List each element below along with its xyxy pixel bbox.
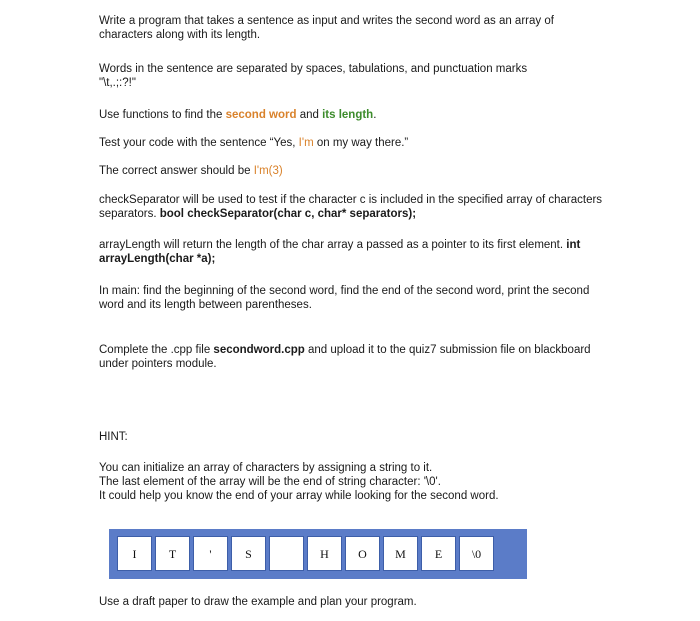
answer-pre: The correct answer should be [99,165,254,177]
submit-filename: secondword.cpp [213,344,305,356]
array-cell-empty [269,536,304,571]
paragraph-array-length [99,238,609,266]
paragraph-submit [99,343,609,371]
highlight-answer: I'm(3) [253,165,283,177]
array-cell: H [307,536,342,571]
paragraph-main: In main: find the beginning of the second word, find the end of the second word, print the second word and its length between parentheses. [99,285,590,311]
paragraph-functions [99,108,609,122]
submit-pre: Complete the .cpp file [99,344,214,356]
paragraph-test [99,136,609,150]
array-cell: T [155,536,190,571]
hint-body [99,461,609,503]
highlight-its-length: its length [322,109,374,121]
functions-pre: Use functions to find the [99,109,226,121]
array-cell: E [421,536,456,571]
check-separator-text: checkSeparator will be used to test if the character c is included in the specified array of characters separators. [99,194,603,220]
hint-line-3: It could help you know the end of your array while looking for the second word. [99,490,499,502]
separators-list: "\t,.;:?!" [99,77,136,89]
separators-text: Words in the sentence are separated by spaces, tabulations, and punctuation marks [99,63,528,75]
array-cell: M [383,536,418,571]
paragraph-check-separator [99,193,609,221]
array-length-signature: int arrayLength(char *a); [99,239,581,265]
functions-mid: and [296,109,323,121]
array-cell-terminator: \0 [459,536,494,571]
highlight-second-word: second word [225,109,297,121]
array-length-text: arrayLength will return the length of the char array a passed as a pointer to its first element. [99,239,567,251]
paragraph-separators [99,62,609,90]
footer-note: Use a draft paper to draw the example and plan your program. [99,596,417,608]
paragraph-task: Write a program that takes a sentence as input and writes the second word as an array of characters along with its length. [99,15,554,41]
char-array-diagram [109,529,527,579]
submit-post: and upload it to the quiz7 submission file on blackboard under pointers module. [99,344,591,370]
hint-line-2: The last element of the array will be the end of string character: '\0'. [99,476,441,488]
test-pre: Test your code with the sentence “Yes, [99,137,299,149]
test-post: on my way there.” [313,137,409,149]
array-cell: O [345,536,380,571]
highlight-im: I'm [298,137,314,149]
paragraph-answer [99,164,609,178]
functions-post: . [373,109,377,121]
hint-line-1: You can initialize an array of characters by assigning a string to it. [99,462,433,474]
array-cell: I [117,536,152,571]
array-cell: S [231,536,266,571]
check-separator-signature: bool checkSeparator(char c, char* separators); [159,208,417,220]
hint-title: HINT: [99,431,128,443]
array-cell: ' [193,536,228,571]
